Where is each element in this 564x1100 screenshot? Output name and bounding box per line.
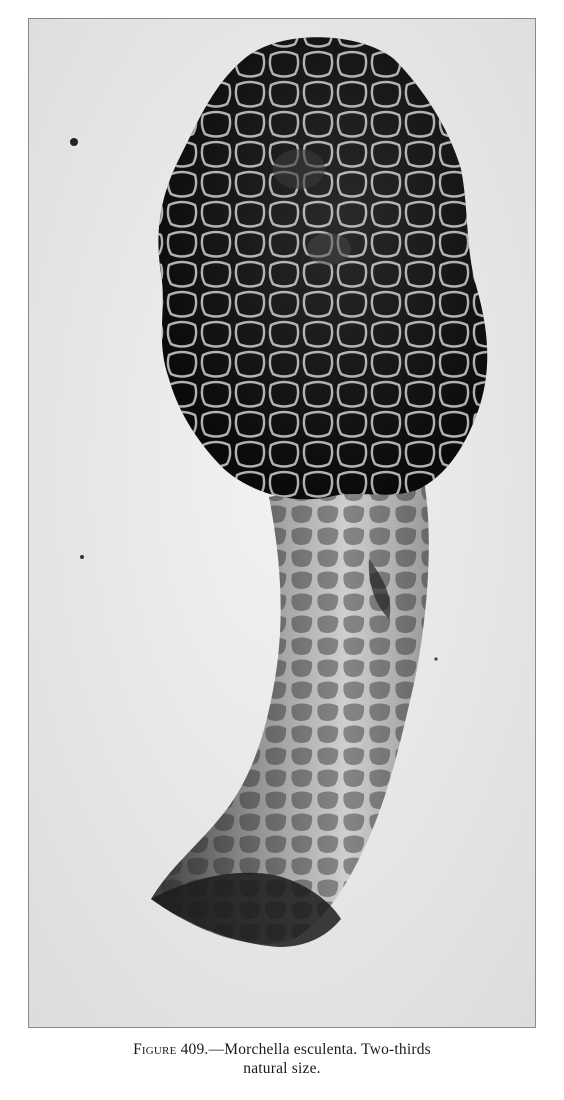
figure-plate [28,18,536,1028]
speck [80,555,84,559]
morel-photograph [29,19,535,1027]
speck [70,138,78,146]
caption-title: —Morchella esculenta. Two-thirds [208,1041,431,1058]
figure-caption [0,1040,564,1078]
caption-line-1 [0,1040,564,1059]
speck [434,657,437,660]
figure-number: Figure 409. [133,1041,209,1058]
caption-line-2: natural size. [243,1060,321,1077]
